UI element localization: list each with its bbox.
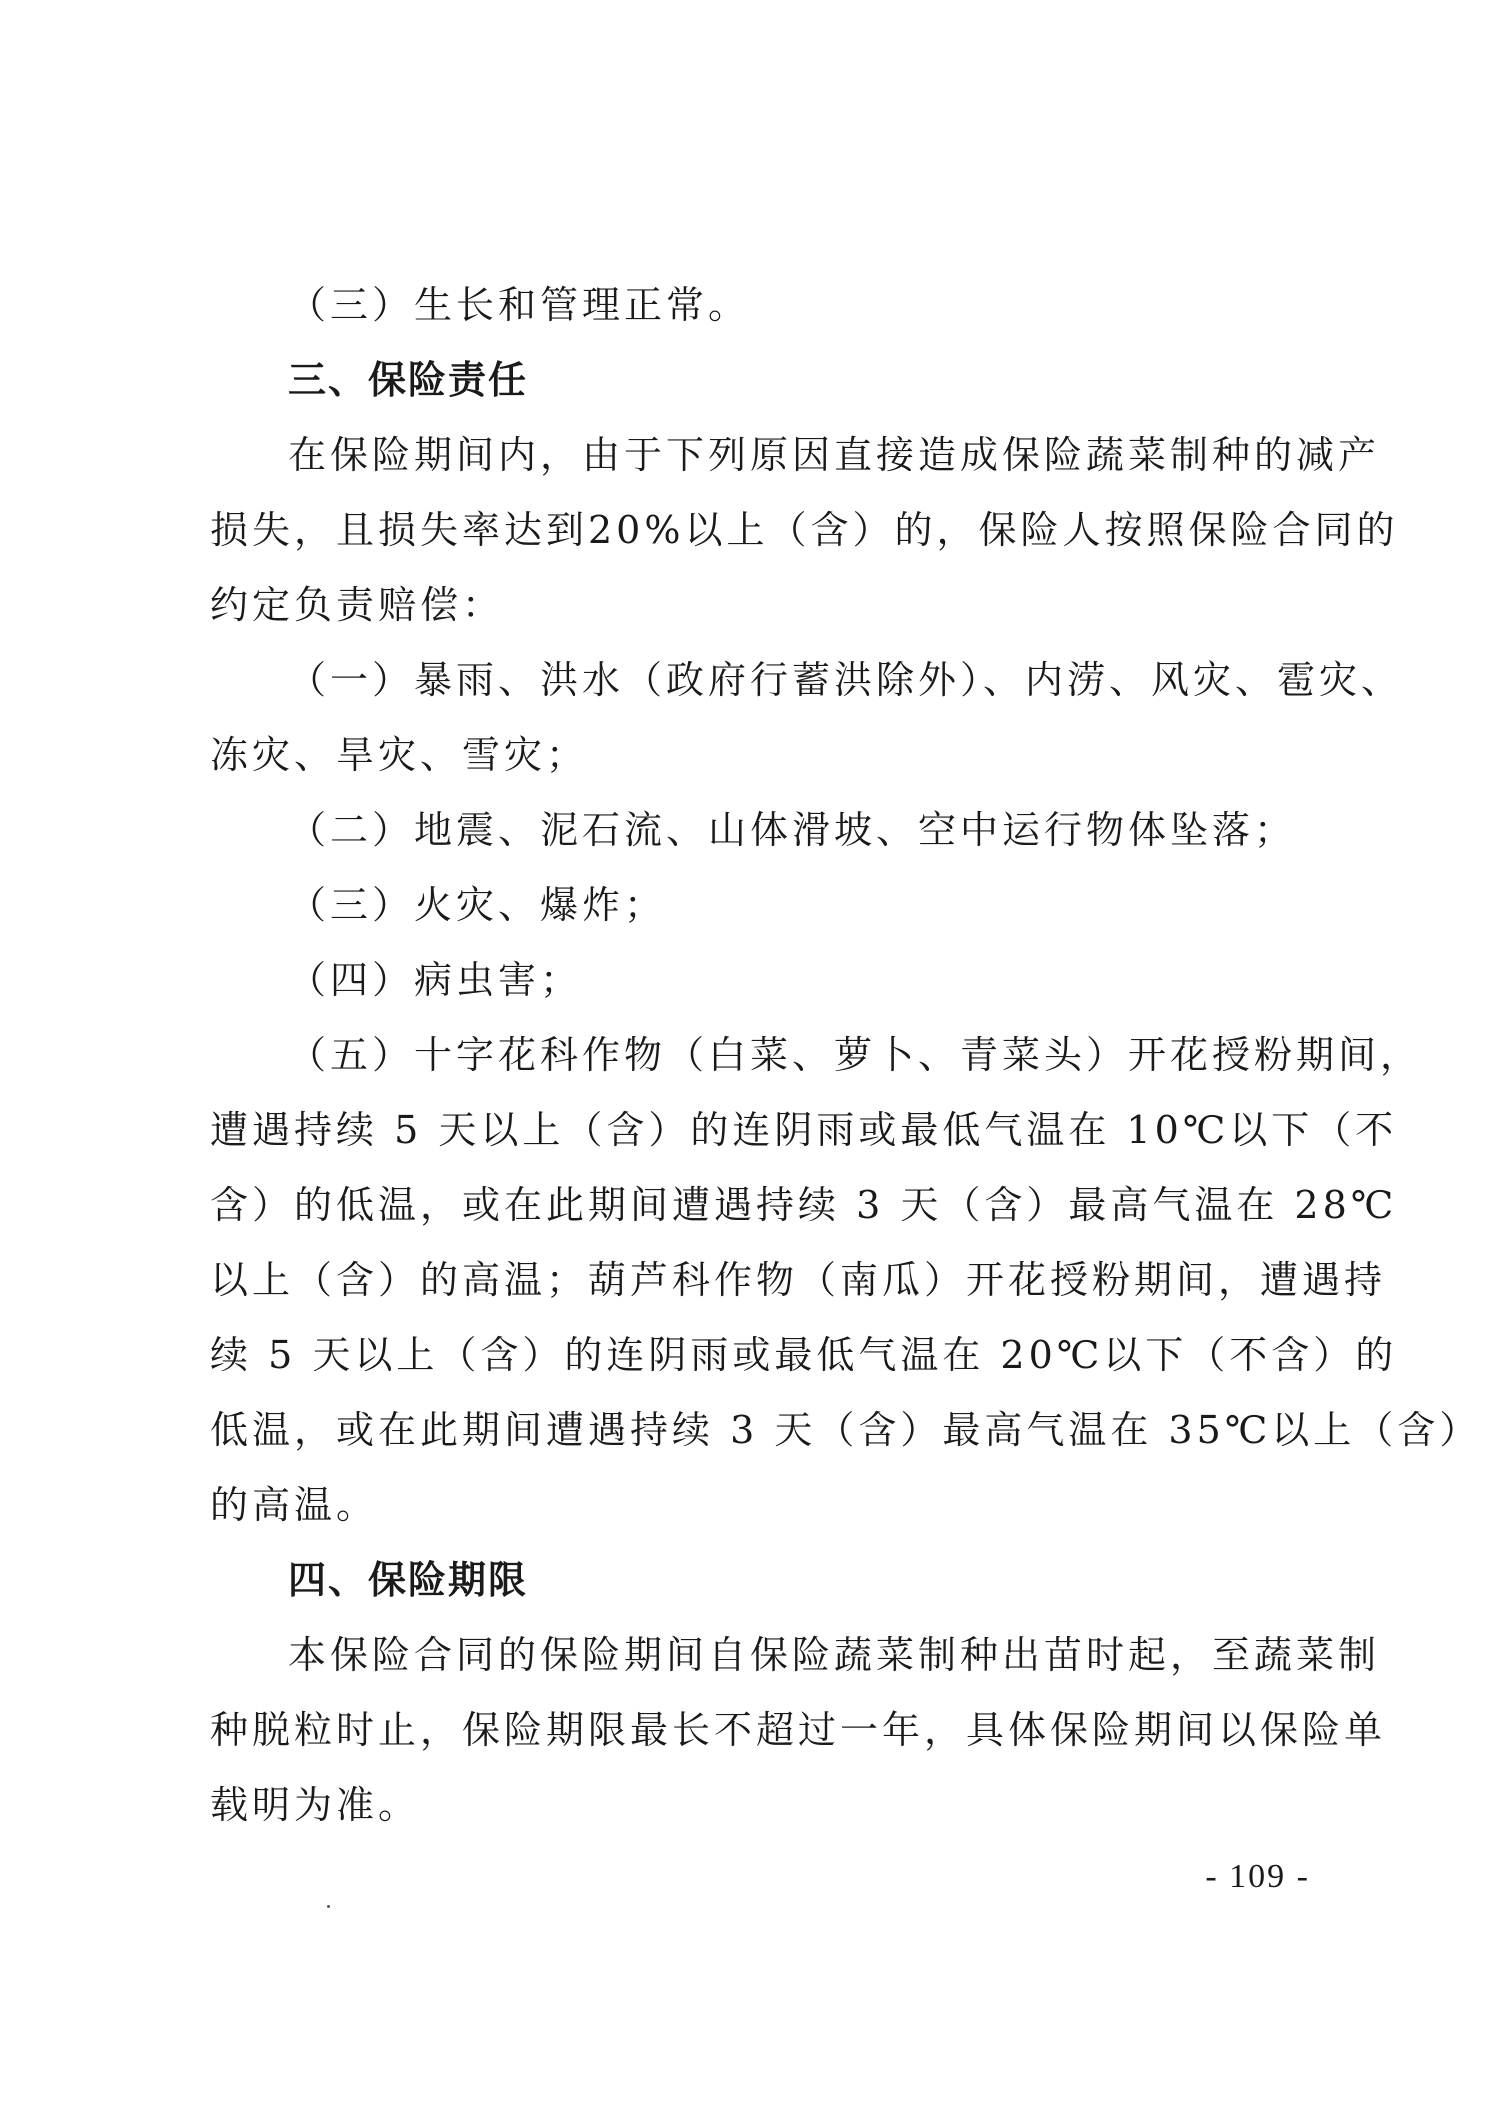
section-heading: 三、保险责任 [288, 358, 529, 402]
text-line: 低温，或在此期间遭遇持续 3 天（含）最高气温在 35℃以上（含） [210, 1408, 1482, 1452]
text-line: （三）生长和管理正常。 [288, 283, 751, 327]
text-line: 损失，且损失率达到20%以上（含）的，保险人按照保险合同的 [210, 508, 1399, 552]
section-heading: 四、保险期限 [288, 1558, 529, 1602]
text-line: 约定负责赔偿： [210, 583, 505, 627]
text-line: 续 5 天以上（含）的连阴雨或最低气温在 20℃以下（不含）的 [210, 1333, 1398, 1377]
text-line: （四）病虫害； [288, 958, 583, 1002]
text-line: 遭遇持续 5 天以上（含）的连阴雨或最低气温在 10℃以下（不 [210, 1108, 1398, 1152]
text-line: 冻灾、旱灾、雪灾； [210, 733, 589, 777]
scan-speck [327, 1905, 330, 1908]
text-line: （五）十字花科作物（白菜、萝卜、青菜头）开花授粉期间， [288, 1033, 1423, 1077]
text-line: 本保险合同的保险期间自保险蔬菜制种出苗时起，至蔬菜制 [288, 1633, 1381, 1677]
text-line: 在保险期间内，由于下列原因直接造成保险蔬菜制种的减产 [288, 433, 1381, 477]
text-line: （一）暴雨、洪水（政府行蓄洪除外）、内涝、风灾、雹灾、 [288, 658, 1404, 702]
document-body [210, 268, 1482, 1843]
text-line: （二）地震、泥石流、山体滑坡、空中运行物体坠落； [288, 808, 1297, 852]
text-line: （三）火灾、爆炸； [288, 883, 667, 927]
text-line: 种脱粒时止，保险期限最长不超过一年，具体保险期间以保险单 [210, 1708, 1387, 1752]
text-line: 的高温。 [210, 1483, 379, 1527]
text-line: 含）的低温，或在此期间遭遇持续 3 天（含）最高气温在 28℃ [210, 1183, 1398, 1227]
page-number: - 109 - [1205, 1858, 1310, 1895]
text-line: 载明为准。 [210, 1783, 421, 1827]
text-line: 以上（含）的高温；葫芦科作物（南瓜）开花授粉期间，遭遇持 [210, 1258, 1387, 1302]
